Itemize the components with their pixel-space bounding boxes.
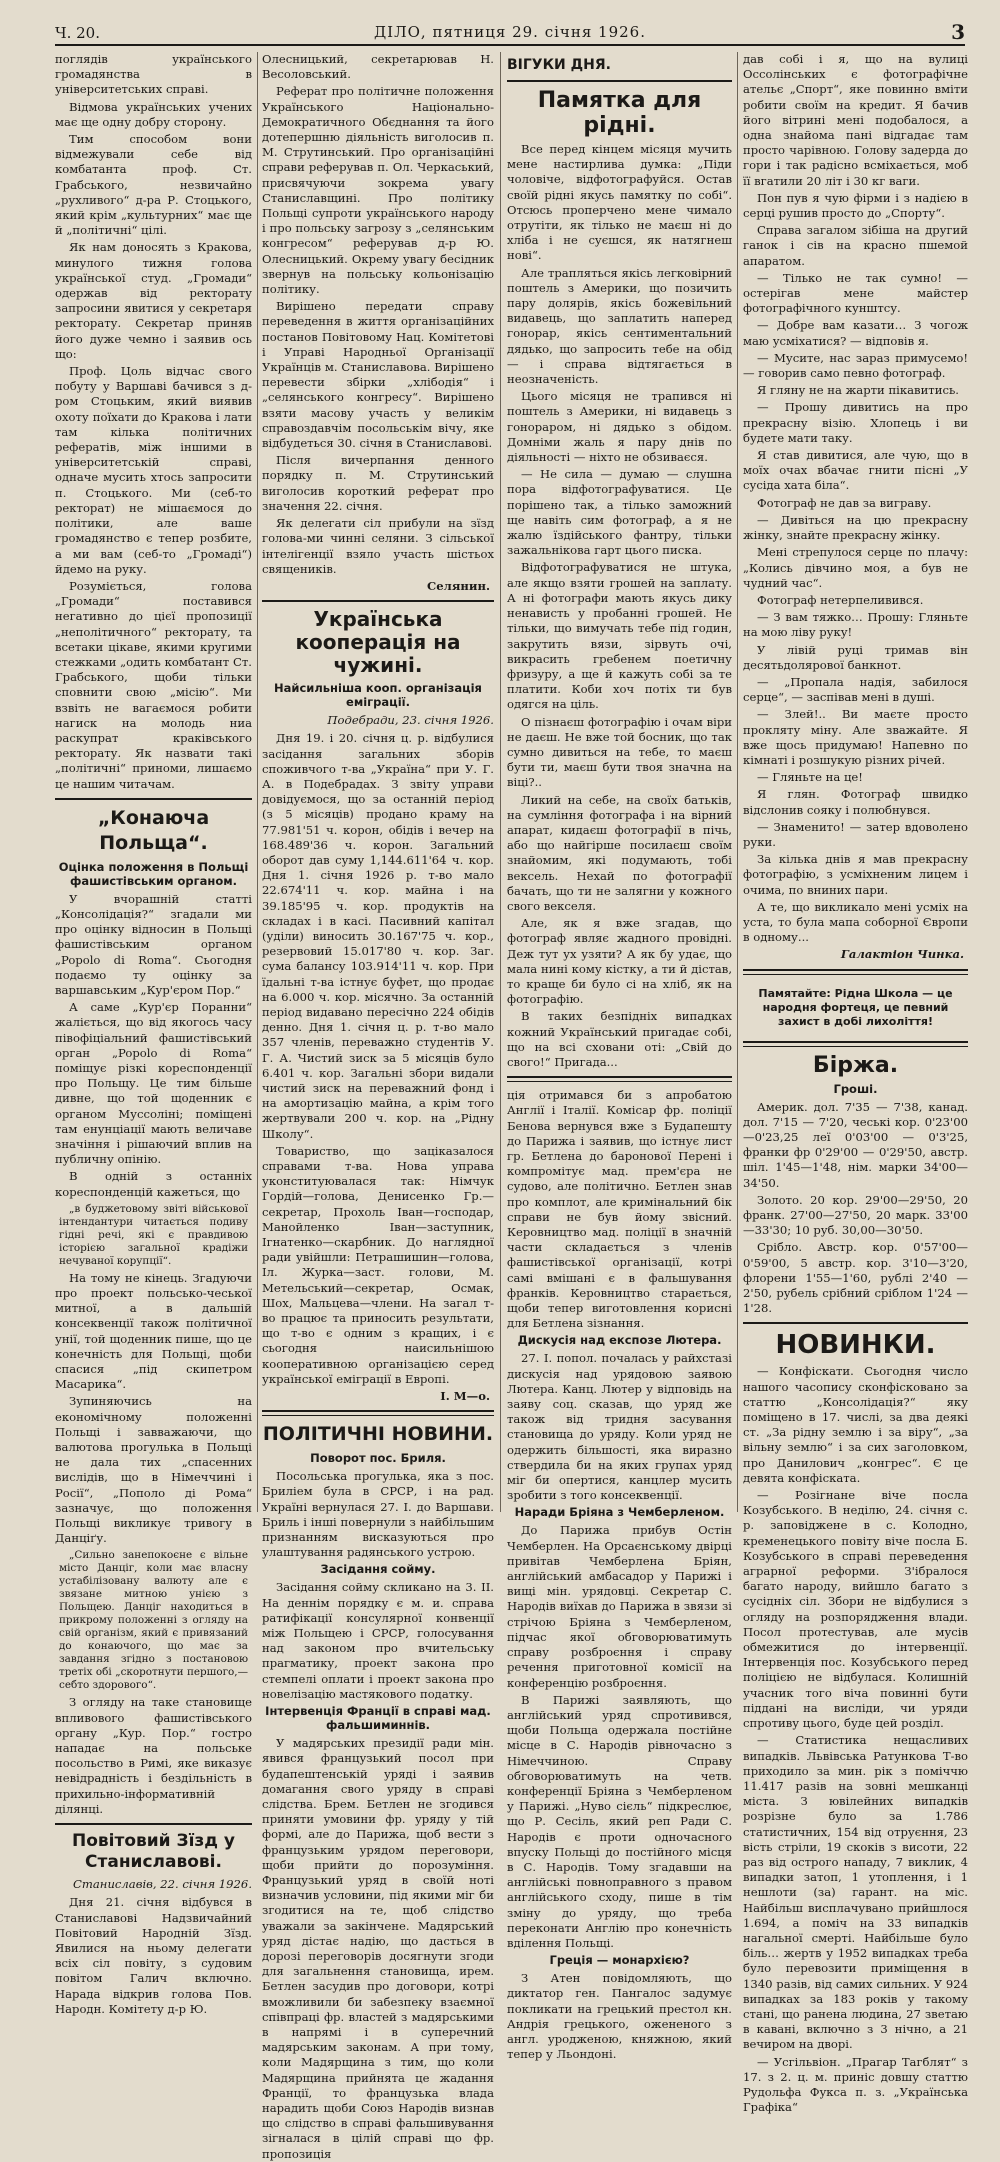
paragraph: — Злей!.. Ви маєте просто прокляту міну. Але зважайте. Я вже щось придумаю! Напевно по кімнаті і розшукую різних річей. bbox=[743, 707, 968, 767]
newspaper-title-date: ДІЛО, пятниця 29. січня 1926. bbox=[373, 23, 646, 41]
paragraph: Ликий на себе, на своїх батьків, на сумління фотографа і на вірний апарат, кидаєш фотографії в пічь, або що найгірше посилаєш своїм знайомим, які подумають, тобі вексель. Нехай по фотографії бачать, що ти не залягни у кожного свого векселя. bbox=[507, 792, 732, 913]
column-1 bbox=[55, 52, 252, 2016]
paragraph: Проф. Цоль відчас свого побуту у Варшаві бачився з д-ром Стоцьким, який виявив охоту поїхати до Кракова і лати там кілька політичних рефератів, між іншими в університетській справі, одначе мусить хтось запросити п. Стоцького. Ми (себ-то ректорат) не мішаємося до політики, але ваше громадянство є тепер розбите, а ми вам (себ-то „Громаді“) йдемо на руку. bbox=[55, 364, 252, 576]
paragraph: ція отримався би з апробатою Англії і Італії. Комісар фр. поліції Бенова вернувся вже з Будапешту до Парижа і заявив, що істнує лист гр. Бетлена до баронової Перені і компромітує мад. прем'єра не судово, але політично. Бетлен знав про комплот, але кримінальний бік справи не був йому звісний. Керовництво мад. поліції в значній части складається з членів фашистівської організації, котрі самі вмішані є в фальшування франків. Керовництво старається, щоби тепер виготовлення корисні для Бетлена зізнання. bbox=[507, 1088, 732, 1331]
paragraph: — З вам тяжко… Прошу: Гляньте на мою ліву руку! bbox=[743, 610, 968, 640]
author-signature: Селянин. bbox=[427, 578, 490, 593]
article-subheadline: Поворот пос. Бриля. bbox=[310, 1451, 446, 1466]
article-headline: Українська кооперація на чужині. bbox=[295, 607, 461, 678]
paragraph: Я глян. Фотограф швидко відслонив сояку і полюбнувся. bbox=[743, 787, 968, 817]
paragraph: Я став дивитися, але чую, що в моїх очах вбачає гнити пісні „У сусіда хата біла“. bbox=[743, 448, 968, 493]
paragraph: За кілька днів я мав прекрасну фотографію, з усміхненим лицем і очима, по вниних пари. bbox=[743, 852, 968, 897]
author-signature: І. М—о. bbox=[440, 1389, 490, 1404]
article-subheadline: Греція — монархією? bbox=[549, 1953, 690, 1968]
paragraph: Посольська прогулька, яка з пос. Бриліем була в СРСР, і на рад. Україні вернулася 27. І. до Варшави. Бриль і інші повернули з найбільшим признанням висказуються про улаштування радянського устрою. bbox=[262, 1469, 494, 1560]
column-divider bbox=[500, 52, 501, 1512]
paragraph: До Парижа прибув Остін Чемберлен. На Орсаєнському двірці привітав Чемберлена Бріян, англійський амбасадор у Парижі і вищі мін. урядовці. Секретар С. Народів виїхав до Парижа в звязи зі стрічою Бріяна з Чемберленом, підчас якої обговорюватимуть справу розброєння і справу речення приготовної комісії на конференцію розброєння. bbox=[507, 1523, 732, 1690]
section-divider bbox=[55, 798, 252, 800]
section-headline: Біржа. bbox=[812, 1052, 899, 1078]
paragraph: Товариство, що заціказалося справами т-ва. Нова управа уконституювалася так: Німчук Гордій—голова, Денисенко Гр.—секретар, Прохоль Іван—господар, Манойленко Іван—заступник, Ігнатенко—скарбник. До наглядної ради увійшли: Петрашишин—голова, Іл. Журка—заст. голови, М. Метельський—секретар, Осмак, Шох, Мальцева—члени. На загал т-во працює та приносить результати, що т-во є одним з кращих, і є сьогодня наисильнішою кооперативною організацією серед української еміграції в Европі. bbox=[262, 1143, 494, 1386]
quotation: „в буджетовому звіті військової інтендантури читається подиву гідні речі, які є правдивою історією загальної крадіжи нечуваної корупції“. bbox=[59, 1202, 248, 1267]
paragraph: Зупиняючись на економічному положенні Польщі і завважаючи, що валютова прогулька в Польщі не дала тих „спасенних вислідів, що в Німеччині і Росії“, „Пополо ді Рома“ зазначує, що положення Польщі викликує тривогу в Данціґу. bbox=[55, 1394, 252, 1546]
paragraph: На тому не кінець. Згадуючи про проект польсько-чеської митної, а в дальшій консеквенції також політичної унії, той щоденник пише, що це конечність для Польщі, щоби спасися „під скипетром Масарика“. bbox=[55, 1270, 252, 1392]
page-number: 3 bbox=[951, 20, 965, 44]
paragraph: Але, як я вже згадав, що фотограф являє жадного провідні. Деж тут ух узяти? А як бу удає, що мала нині кому кістку, а ти й дістав, то краще би було сі на хліб, як на фотографію. bbox=[507, 916, 732, 1007]
paragraph: А те, що викликало мені усміх на уста, то була мапа соборної Європи в одному... bbox=[743, 899, 968, 945]
section-divider bbox=[743, 969, 968, 975]
paragraph: Дня 21. січня відбувся в Станиславові Надзвичайний Повітовий Народній Зїзд. Явилися на ньому делегати всіх сіл повіту, з судовим повітом Галич включно. Нарада відкрив голова Пов. Народн. Комітету д-р Ю. bbox=[55, 1895, 252, 2016]
article-subheadline: Наради Бріяна з Чемберленом. bbox=[514, 1505, 725, 1520]
paragraph: Мені стрепулося серце по плачу: „Колись дівчино моя, а був не чудний час“. bbox=[743, 545, 968, 590]
paragraph: дав собі і я, що на вулиці Оссолінських є фотографічне ательє „Спорт“, яке повинно вміти робити своїм на кредит. Я бачив його вітрині мені подобалося, а одна знайома пані відгадає там просто чарівною. Голову задерда до гори і так радісно всміхається, моб її вгатили 20 літ і 30 кг ваги. bbox=[743, 52, 968, 188]
paragraph: Фотограф нетерпеливився. bbox=[757, 592, 924, 607]
paragraph: Як нам доносять з Кракова, минулого тижня голова української студ. „Громади“ одержав від ректорату запросини явитися у секретаря ректорату. Секретар приняв його дуже чемно і заявив ось що: bbox=[55, 240, 252, 361]
paragraph: Все перед кінцем місяця мучить мене настирлива думка: „Піди чоловіче, відфотографуйся. Остав своїй рідні якусь памятку по собі“. Отсюсь проперчено мене чимало отрутіти, як тілько не маєш ні до хліба і не суєшся, як натягнеш нові“. bbox=[507, 142, 732, 263]
paragraph: О пізнаєш фотографію і очам віри не даєш. Не вже той босник, що так сумно дивиться на тебе, то маєш бути ти, маєш бути твоя значна на віці?.. bbox=[507, 714, 732, 790]
article-subheadline: Гроші. bbox=[833, 1081, 878, 1096]
section-headline: ВІГУКИ ДНЯ. bbox=[507, 57, 611, 73]
paragraph: З огляду на таке становище впливового фашистівського органу „Кур. Пор.“ гостро нападає на польське посольство в Римі, яке виказує невідрадність і бездільність в прихильно-інформативній ділянці. bbox=[55, 1695, 252, 1816]
paragraph: Відмова українських учених має ще одну добру сторону. bbox=[55, 99, 252, 129]
article-headline: Повітовий Зїзд у Станиславові. bbox=[71, 1831, 236, 1873]
paragraph: — Дивіться на цю прекрасну жінку, знайте прекрасну жінку. bbox=[743, 512, 968, 543]
paragraph: Після вичерпання денного порядку п. М. Струтинський виголосив короткий реферат про значення 22. січня. bbox=[262, 453, 494, 513]
paragraph: — Прошу дивитись на про прекрасну візію. Хлопець і ви будете мати таку. bbox=[743, 400, 968, 445]
article-subheadline: Дискусія над експозе Лютера. bbox=[517, 1333, 722, 1348]
section-divider bbox=[743, 1322, 968, 1324]
paragraph: А саме „Кур'єр Поранни“ жаліється, що від якогось часу півофіціальний фашистівський орган „Popolo di Roma“ поміщує різкі кореспонденції про Польщу. Це тим більше дивне, що той щоденник є органом Муссоліні; поміщені там енунціації мають величаве значіння і рішаючий вплив на публичну опінію. bbox=[55, 1000, 252, 1167]
paragraph: У лівій руці тримав він десятьдолярової банкнот. bbox=[743, 642, 968, 672]
article-headline: „Конаюча Польща“. bbox=[97, 806, 210, 854]
paragraph: Засідання сойму скликано на 3. II. На деннім порядку є м. и. справа ратифікації консулярної конвенції між Польщею і СРСР, голосування над законом про вчительську прагматику, проект закона про стемпелі оплати і проект закона про новелізацію мастякового податку. bbox=[262, 1580, 494, 1701]
section-divider bbox=[262, 1410, 494, 1416]
article-headline: Памятка для рідні. bbox=[537, 88, 702, 138]
quotation: „Сильно занепокоєне є вільне місто Данціг, коли має власну устабілізовану валюту але є звязане митною унією з Польщею. Данціг находиться в прикрому положенні з огляду на свій організм, який є привязаний до конаючого, що має за завдання згідно з постановою третіх обі „скоротнути першого,—себто здорового“. bbox=[59, 1549, 248, 1692]
paragraph: В Парижі заявляють, що англійський уряд спротивився, щоби Польща одержала постійне місце в С. Народів рівночасно з Німеччиною. Справу обговорюватимуть на четв. конференції Бріяна з Чемберленом у Парижі. „Нуво сієль“ підкреслює, що Р. Сесіль, який реп Ради С. Народів є проти одночасного впуску Польщі до постійного місця в С. Народів. Тому згадавши на англійські повноправного з правом англійського сходу, пише в тім зміну до уряду, що треба переконати Англію про конечність вділення Польщі. bbox=[507, 1692, 732, 1950]
paragraph: Розуміється, голова „Громади“ поставився негативно до цієї пропозиції „неполітичного“ ректорату, та всетаки цікаве, якими кругими стежками „одить комбатант Ст. Грабського, щоби тільки сповнити свою „місію“. Ми взвіть не вагаємося робити нагиск на молодь ниа раскупрат краківського ректорату. Як назвати такі „політичні“ приноми, лишаємо це нашим читачам. bbox=[55, 578, 252, 791]
paragraph: Пон пув я чую фірми і з надією в серці рушив просто до „Спорту“. bbox=[743, 190, 968, 221]
section-divider bbox=[262, 600, 494, 602]
paragraph: — Статистика нещасливих випадків. Львівська Ратункова Т-во приходило за мин. рік з поміччю 11.417 разів на зовні мешканці міста. З ювілейних випадків розрізне було за 1.786 статистичних, 154 від отруєння, 23 вість стріли, 19 скоків з висоти, 22 раз від острого нападу, 7 виклик, 4 випадки затоп, 1 утоплення, і 1 нешлоти (за) гарант. на міс. Найбільш висплачувано прийшлося 1.694, а поміч на 33 випадків нагальної смерті. Найбільше було біль… жертв у 1952 випадках треба було перевозити приміщення в 1340 разів, від самих сильних. У 924 випадках за 183 років у такому стані, що ранена людина, 27 зветаю в кавані, включно з 3 нічно, а 21 вечиром на дворі. bbox=[743, 1733, 968, 2052]
paragraph: 27. І. попол. почалась у райхстазі дискусія над урядовою заявою Лютера. Канц. Лютер у відповідь на заяву соц. сказав, що уряд же також від тридня засування становища до уряду. Коли уряд не одержить більшості, яка виразно ствердила би на яких групах уряд міг би опертися, канцлер мусить зробити з того консеквенції. bbox=[507, 1351, 732, 1503]
column-3 bbox=[507, 52, 732, 2062]
column-divider bbox=[257, 52, 258, 1512]
paragraph: Цього місяця не трапився ні поштель з Америки, ні видавець з гонораром, ні дядько з обідом. Домніми жаль я пару днів по діяльності — ніхто не обзиваєся. bbox=[507, 389, 732, 465]
paragraph: — Розігнане віче посла Козубського. В неділю, 24. січня с. р. заповіджене в с. Колодно, кременецького повіту віче посла Б. Козубського в справі переведення аграрної реформи. З'ібралося багато народу, вийшло багато з сусідніх сіл. Збори не відбулися з огляду на розпорядження влади. Посол протестував, але мусів обмежитися до інтервенції. Інтервенція пос. Козубського перед поліцією не відбулася. Колишній учасник того віча повинні бути піддані на висліди, чи уряди спротиву цього, буде цей розділ. bbox=[743, 1488, 968, 1731]
section-divider bbox=[507, 80, 732, 82]
paragraph: Фотограф не дав за виграву. bbox=[757, 495, 932, 510]
paragraph: Олесницький, секретарював Н. Весоловський. bbox=[262, 52, 494, 82]
paragraph: Срібло. Австр. кор. 0'57'00—0'59'00, 5 австр. кор. 3'10—3'20, флорени 1'55—1'60, рублі 2'40 — 2'50, рубель срібний сріблом 1'24 — 1'28. bbox=[743, 1240, 968, 1316]
paragraph: Як делегати сіл прибули на зїзд голова-ми чинні селяни. З сільської інтелігенції взяло участь шістьох священиків. bbox=[262, 516, 494, 576]
paragraph: — „Пропала надія, забилося серце“, — заспівав мені в душі. bbox=[743, 674, 968, 705]
section-divider bbox=[55, 1823, 252, 1825]
paragraph: Вирішено передати справу переведення в життя організаційних постанов Повітовому Нац. Комітетові і Управі Народньої Організації Українців м. Станиславова. Вирішено перевести збірки „хлібодія“ і „селянського конгресу“. Вирішено взяти масову участь у великім справоздавчім посольськім вічу, яке відбудеться 30. січня в Станиславові. bbox=[262, 299, 494, 451]
column-divider bbox=[737, 52, 738, 1512]
paragraph: Америк. дол. 7'35 — 7'38, канад. дол. 7'15 — 7'20, чеські кор. 0'23'00—0'23,25 леї 0'03'00 — 0'3'25, франки фр 0'29'00 — 0'29'50, австр. шіл. 1'45—1'48, нім. марки 34'00—34'50. bbox=[743, 1099, 968, 1190]
column-2 bbox=[262, 52, 494, 2161]
column-4 bbox=[743, 52, 968, 2115]
dateline: Станиславів, 22. січня 1926. bbox=[73, 1877, 252, 1892]
paragraph: — Тілько не так сумно! — остерігав мене майстер фотографічного кунштсу. bbox=[743, 270, 968, 316]
paragraph: У мадярських президії ради мін. явився французький посол при будапештенській уряді і заявив домагання свого уряду в справі слідства. Брем. Бетлен не згодився приняти умовини фр. уряду у тій формі, але до Парижа, щоб вести з французьким урядом переговори, щоби прийти до порозуміння. Французький уряд в своїй ноті визначив условини, під якими міг би згодитися на те, щоб слідство уважали за закінчене. Мадярський уряд дістає надію, що дасться в дорозі переговорів досягнути згоди для загальнення становища, ирем. Бетлен засудив про договори, котрі вможливили би забезпеку взаємної співпраці фр. властей з мадярськими в напрямі і в суперечний мадярським законам. А при тому, коли Мадярщина з тим, що коли Мадярщина прийнята це жадання Франції, то французька влада нарадить щоби Союз Народів визнав що слідство в справі фальшивування зігналася в цілій справі що фр. пропозиція bbox=[262, 1736, 494, 2161]
paragraph: Реферат про політичне положення Українського Національно-Демократичного Обєднання та його дотепершню діяльність виголосив п. М. Струтинський. Про організаційні справи реферував п. Ол. Черкаський, присвячуючи зокрема увагу Станиславщині. Про політику Польщі супроти українського народу і про польську загрозу з „селянським конгресом“ реферував д-р Ю. Олесницький. Окрему увагу бесідник звернув на польську кольонізацію політику. bbox=[262, 84, 494, 297]
section-headline: НОВИНКИ. bbox=[775, 1330, 936, 1361]
paragraph: — Гляньте на це! bbox=[757, 770, 863, 785]
paragraph: Але трапляться якісь легковірний поштель з Америки, що позичить пару долярів, якісь божевільний видавець, що заплатить наперед гонорар, якісь сентиментальний дядько, що запросить тебе на обід — і справа відтягається в неозначеність. bbox=[507, 265, 732, 387]
issue-number: Ч. 20. bbox=[55, 24, 100, 42]
paragraph: З Атен повідомляють, що диктатор ген. Пангалос задумує покликати на грецький престол кн. Андрія грецького, ожененого з англ. уродженою, княжною, який тепер у Льондоні. bbox=[507, 1971, 732, 2062]
paragraph: поглядів українського громадянства в університетських справі. bbox=[55, 52, 252, 97]
author-signature: Галактіон Чинка. bbox=[840, 947, 964, 962]
paragraph: Дня 19. і 20. січня ц. р. відбулися засідання загальних зборів споживчого т-ва „Україна“ при У. Г. А. в Подебрадах. З звіту управи довідуємося, що за останній період (з 5 місяців) продано краму на 77.981'51 ч. корон, обідів і вечер на 168.489'36 ч. корон. Загальний оборот дав суму 1,144.611'64 ч. кор. Дня 1. січня 1926 р. т-во мало 22.674'11 ч. кор. майна і на 39.185'95 ч. кор. продуктів на складах і в касі. Пасивний капітал (уділи) виносить 30.167'75 ч. кор., резервовий 15.017'80 ч. кор. Заг. сума балансу 103.914'11 ч. кор. При їдальні т-ва істнує буфет, що продає на 6.000 ч. кор. місячно. За останній період видавано пересічно 224 обідів денно. Дня 1. січня ц. р. т-во мало 357 членів, переважно студентів У. Г. А. Чистий зиск за 5 місяців було 6.401 ч. кор. Загальні збори видали чистий зиск на переважний фонд і на амортизацію майна, а крім того жертвували 200 ч. кор. на „Рідну Школу“. bbox=[262, 731, 494, 1141]
paragraph: Тим способом вони відмежували себе від комбатанта проф. Ст. Грабського, незвичайно „рухливого“ д-ра Р. Стоцького, який крім „культурних“ має ще й „політичні“ цілі. bbox=[55, 132, 252, 238]
paragraph: Золото. 20 кор. 29'00—29'50, 20 франк. 27'00—27'50, 20 марк. 33'00—33'30; 10 руб. 30,00—30'50. bbox=[743, 1192, 968, 1238]
rідна-школа-notice: Памятайте: Рідна Школа — це народня фортеця, це певний захист в добі лихоліття! bbox=[758, 986, 953, 1028]
paragraph: В одній з останніх кореспонденцій кажеться, що bbox=[55, 1169, 252, 1199]
article-subheadline: Засідання сойму. bbox=[320, 1562, 436, 1577]
paragraph: — Добре вам казати… З чогож маю усміхатися? — відповів я. bbox=[743, 318, 968, 348]
paragraph: Справа загалом зібіша на другий ганок і сів на красно пшемой апаратом. bbox=[743, 223, 968, 268]
section-divider bbox=[743, 1041, 968, 1047]
paragraph: — Усгільвіон. „Прагар Тагблят“ з 17. з 2. ц. м. приніс довшу статтю Рудольфа Фукса п. з. „Українська Графіка“ bbox=[743, 2054, 968, 2115]
paragraph: Відфотографуватися не штука, але якщо взяти грошей на заплату. А ні фотографи мають якусь дику ненависть у пробанні грошей. Не тільки, що вимучать тебе під годин, закрутить вязи, зірвуть очі, викрасить гребенем поетичну фризуру, а ще й кажуть собі за те платити. Коби хоч потіх ти був одягся на ціль. bbox=[507, 560, 732, 712]
article-subheadline: Інтервенція Франції в справі мад. фальшиминнів. bbox=[265, 1704, 491, 1733]
paragraph: — Не сила — думаю — слушна пора відфотографуватися. Це порішено так, а тілько заможний ще навіть сим фотограф, а я не жалю їздійського фантру, тільки зажальнікова гарт цього писка. bbox=[507, 467, 732, 558]
paragraph: — Мусите, нас зараз примусемо! — говорив само певно фотограф. bbox=[743, 350, 968, 381]
paragraph: У вчорашній статті „Консолідація?“ згадали ми про оцінку відносин в Польщі фашистівським органом „Popolo di Roma“. Сьогодня подаємо ту оцінку за варшавським „Кур'єром Пор.“ bbox=[55, 891, 252, 997]
paragraph: Я гляну не на жарти пікавитись. bbox=[757, 383, 959, 398]
article-subheadline: Найсильніша кооп. організація еміграції. bbox=[274, 681, 482, 710]
section-headline: ПОЛІТИЧНІ НОВИНИ. bbox=[262, 1423, 494, 1446]
masthead bbox=[55, 18, 965, 46]
paragraph: В таких безпідніх випадках кожний Український пригадає собі, що на всі сховани оті: „Свій до свого!“ Пригада... bbox=[507, 1009, 732, 1069]
dateline: Подебради, 23. січня 1926. bbox=[327, 713, 494, 728]
section-divider bbox=[507, 1076, 732, 1082]
article-subheadline: Оцінка положення в Польщі фашистівським органом. bbox=[58, 859, 249, 888]
paragraph: — Конфіскати. Сьогодня число нашого часопису сконфісковано за статтю „Консолідація?“ яку поміщено в 17. числі, за два деякі ст. „За рідну землю і за віру“, „за вільну землю“ і за сих заголовком, про Данилович „конгрес“. Є це девята конфіската. bbox=[743, 1364, 968, 1485]
paragraph: — Знаменито! — затер вдоволено руки. bbox=[743, 819, 968, 849]
